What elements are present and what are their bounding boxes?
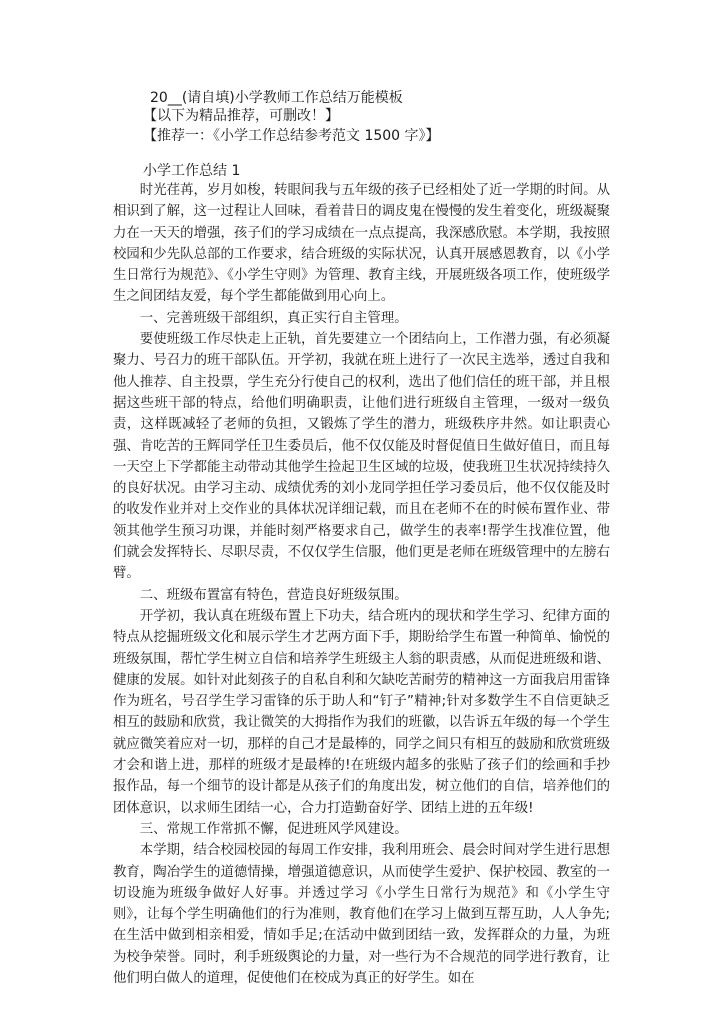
paragraph: 本学期，结合校园校园的每周工作安排，我利用班会、晨会时间对学生进行思想教育，陶冶学生的道德情操，增强道德意识，从而使学生爱护、保护校园、教室的一切设施为班级争做好人好事。并透过学习《小学生日常行为规范》和《小学生守则》，让每个学生明确他们的行为准则，教育他们在学习上做到互帮互助，人人争先;在生活中做到相亲相爱，情如手足;在活动中做到团结一致，发挥群众的力量，为班为校争荣誉。同时，利手班级舆论的力量，对一些行为不合规范的同学进行教育，让他们明白做人的道理，促使他们在校成为真正的好学生。如在 xyxy=(113,843,610,986)
section-heading: 二、班级布置富有特色，营造良好班级氛围。 xyxy=(139,587,408,603)
paragraph: 时光荏苒，岁月如梭，转眼间我与五年级的孩子已经相处了近一学期的时间。从相识到了解，这一过程让人回味，看着昔日的调皮鬼在慢慢的发生着变化，班级凝聚力在一天天的增强，孩子们的学习成绩在一点点提高，我深感欣慰。本学期，我按照校园和少先队总部的工作要求，结合班级的实际状况，认真开展感恩教育，以《小学生日常行为规范》、《小学生守则》为管理、教育主线，开展班级各项工作，使班级学生之间团结友爱，每个学生都能做到用心向上。 xyxy=(113,183,610,305)
section-subtitle: 小学工作总结 1 xyxy=(143,163,241,179)
paragraph: 要使班级工作尽快走上正轨，首先要建立一个团结向上，工作潜力强，有必须凝聚力、号召力的班干部队伍。开学初，我就在班上进行了一次民主选举，透过自我和他人推荐、自主投票，学生充分行使自己的权利，选出了他们信任的班干部，并且根据这些班干部的特点，给他们明确职责，让他们进行班级自主管理，一级对一级负责，这样既减轻了老师的负担，又锻炼了学生的潜力，班级秩序井然。如让职责心强、肯吃苦的王辉同学任卫生委员后，他不仅仅能及时督促值日生做好值日，而且每一天空上下学都能主动带动其他学生捡起卫生区域的垃圾，使我班卫生状况持续持久的良好状况。由学习主动、成绩优秀的刘小龙同学担任学习委员后，他不仅仅能及时的收发作业并对上交作业的具体状况详细记载，而且在老师不在的时候布置作业、带领其他学生预习功课，并能时刻严格要求自己，做学生的表率!帮学生找准位置，他们就会发挥特长、尽职尽责，不仅仅学生信服，他们更是老师在班级管理中的左膀右臂。 xyxy=(113,332,610,582)
recommend-note: 【以下为精品推荐，可删改！】 xyxy=(143,108,339,124)
paragraph: 开学初，我认真在班级布置上下功夫，结合班内的现状和学生学习、纪律方面的特点从挖掘班级文化和展示学生才艺两方面下手，期盼给学生布置一种简单、愉悦的班级氛围，帮忙学生树立自信和培养学生班级主人翁的职责感，从而促进班级和谐、健康的发展。如针对此刻孩子的自私自利和欠缺吃苦耐劳的精神这一方面我启用雷锋作为班名，号召学生学习雷锋的乐于助人和“钉子”精神;针对多数学生不自信更缺乏相互的鼓励和欣赏，我让微笑的大拇指作为我们的班徽，以告诉五年级的每一个学生就应微笑着应对一切，那样的自己才是最棒的，同学之间只有相互的鼓励和欣赏班级才会和谐上进，那样的班级才是最棒的!在班级内超多的张贴了孩子们的绘画和手抄报作品，每一个细节的设计都是从孩子们的角度出发，树立他们的自信，培养他们的团体意识，以求师生团结一心，合力打造勤奋好学、团结上进的五年级! xyxy=(113,608,610,816)
recommend-title: 【推荐一：《小学工作总结参考范文 1500 字》】 xyxy=(143,128,440,144)
body-text xyxy=(113,180,610,989)
section-heading: 一、完善班级干部组织，真正实行自主管理。 xyxy=(139,310,408,326)
section-heading: 三、常规工作常抓不懈，促进班风学风建设。 xyxy=(139,821,408,837)
document-title: 20__(请自填)小学教师工作总结万能模板 xyxy=(150,90,403,106)
